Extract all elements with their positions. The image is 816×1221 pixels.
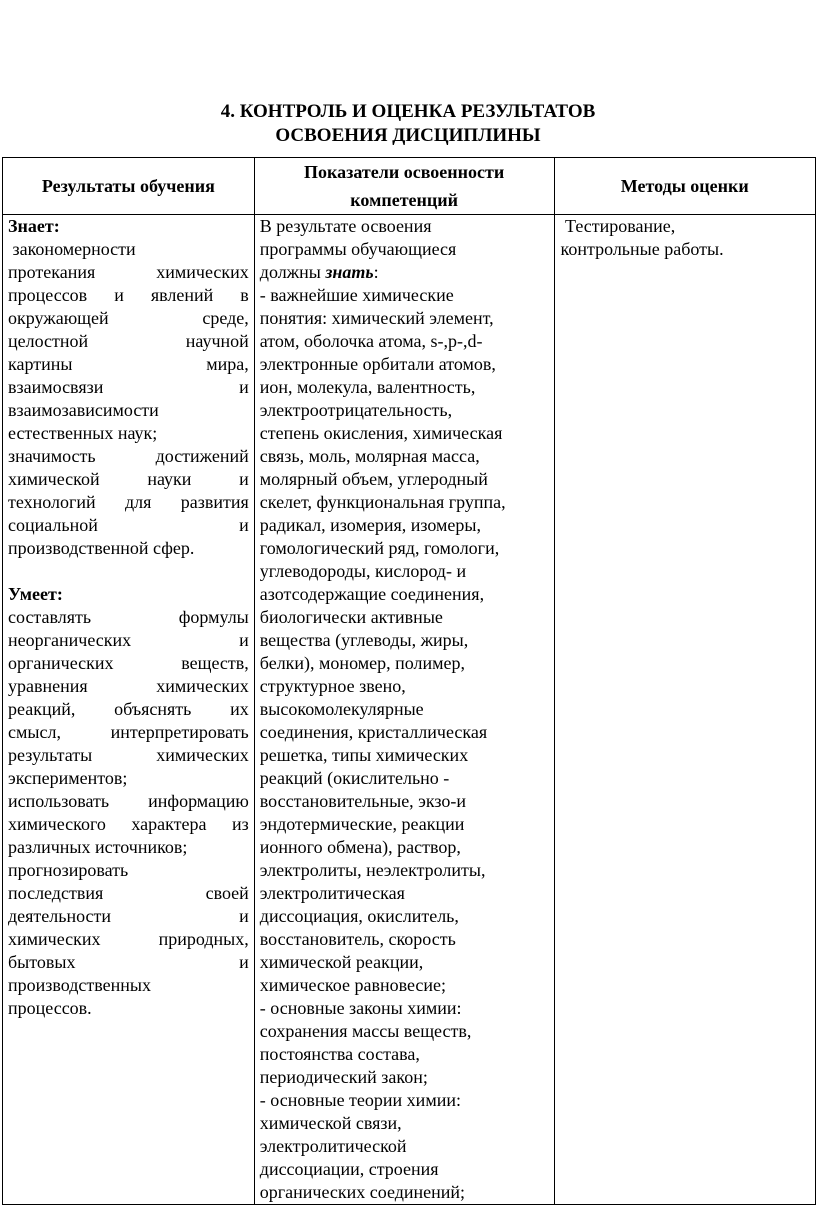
knows-line: целостной научной <box>8 331 249 351</box>
concepts-list <box>260 284 550 1204</box>
header-competence-line-1: Показатели освоенности <box>304 162 505 182</box>
concept-line: радикал, изомерия, изомеры, <box>259 515 482 535</box>
can-line: неорганических и <box>8 630 249 650</box>
can-line: органических веществ, <box>8 653 249 673</box>
concept-line: понятия: химический элемент, <box>259 308 494 328</box>
can-line: уравнения химических <box>8 676 249 696</box>
concept-line: степень окисления, химическая <box>259 423 503 443</box>
concept-line: соединения, кристаллическая <box>259 722 488 742</box>
concept-line: химическое равновесие; <box>259 975 447 995</box>
assessment-methods-cell <box>554 215 815 1205</box>
learning-results-cell <box>3 215 255 1205</box>
concept-line: - основные теории химии: <box>259 1090 461 1110</box>
can-text <box>8 606 249 1020</box>
section-heading <box>0 100 816 148</box>
can-line: прогнозировать <box>8 860 129 880</box>
knows-line: окружающей среде, <box>8 308 249 328</box>
knows-text <box>8 238 249 560</box>
concept-line: атом, оболочка атома, s-,p-,d- <box>259 331 483 351</box>
concept-line: сохранения массы веществ, <box>259 1021 472 1041</box>
header-assessment-methods: Методы оценки <box>554 158 815 215</box>
can-line: результаты химических <box>8 745 249 765</box>
can-line: реакций, объяснять их <box>8 699 249 719</box>
concept-line: скелет, функциональная группа, <box>259 492 506 512</box>
knows-line: процессов и явлений в <box>8 285 249 305</box>
concept-line: ионного обмена), раствор, <box>259 837 461 857</box>
concept-line: диссоциации, строения <box>259 1159 439 1179</box>
concept-line: диссоциация, окислитель, <box>259 906 459 926</box>
concept-line: реакций (окислительно - <box>259 768 450 788</box>
can-line: экспериментов; <box>8 768 128 788</box>
concept-line: вещества (углеводы, жиры, <box>259 630 469 650</box>
section-heading-line-1: 4. КОНТРОЛЬ И ОЦЕНКА РЕЗУЛЬТАТОВ <box>220 101 596 122</box>
concept-line: электроотрицательность, <box>259 400 453 420</box>
concept-line: ион, молекула, валентность, <box>259 377 476 397</box>
concept-line: восстановитель, скорость <box>259 929 456 949</box>
knows-line: значимость достижений <box>8 446 249 466</box>
knows-line: картины мира, <box>8 354 249 374</box>
intro-line: должны знать: <box>259 262 379 282</box>
concept-line: электролитическая <box>259 883 405 903</box>
can-line: составлять формулы <box>8 607 249 627</box>
can-line: деятельности и <box>8 906 249 926</box>
can-label: Умеет: <box>8 584 63 604</box>
can-line: смысл, интерпретировать <box>8 722 249 742</box>
can-line: бытовых и <box>8 952 249 972</box>
concept-line: постоянства состава, <box>259 1044 420 1064</box>
concept-line: углеводороды, кислород- и <box>259 561 467 581</box>
concept-line: периодический закон; <box>259 1067 428 1087</box>
can-line: последствия своей <box>8 883 249 903</box>
concept-line: химической реакции, <box>259 952 424 972</box>
intro-line: В результате освоения <box>259 216 432 236</box>
concept-line: электронные орбитали атомов, <box>259 354 496 374</box>
intro-line: программы обучающиеся <box>259 239 457 259</box>
knows-line: взаимосвязи и <box>8 377 249 397</box>
section-heading-line-2: ОСВОЕНИЯ ДИСЦИПЛИНЫ <box>275 125 541 146</box>
concept-line: химической связи, <box>259 1113 402 1133</box>
assessment-table <box>2 157 816 1205</box>
concept-line: связь, моль, молярная масса, <box>259 446 480 466</box>
concept-line: электролитической <box>259 1136 407 1156</box>
can-line: различных источников; <box>8 837 188 857</box>
table-row <box>3 215 816 1205</box>
knows-label: Знает: <box>8 216 60 236</box>
can-line: процессов. <box>8 998 92 1018</box>
knows-line: закономерности <box>8 239 136 259</box>
knows-line: химической науки и <box>8 469 249 489</box>
competence-indicators-cell <box>254 215 554 1205</box>
concept-line: структурное звено, <box>259 676 406 696</box>
can-line: производственных <box>8 975 151 995</box>
table-header-row <box>3 158 816 215</box>
concept-line: молярный объем, углеродный <box>259 469 488 489</box>
concept-line: органических соединений; <box>259 1182 466 1202</box>
concept-line: восстановительные, экзо-и <box>259 791 467 811</box>
concept-line: электролиты, неэлектролиты, <box>259 860 486 880</box>
concept-line: - важнейшие химические <box>259 285 454 305</box>
knows-line: технологий для развития <box>8 492 249 512</box>
concept-line: гомологический ряд, гомологи, <box>259 538 500 558</box>
concept-line: эндотермические, реакции <box>259 814 465 834</box>
concept-line: азотсодержащие соединения, <box>259 584 485 604</box>
header-learning-results: Результаты обучения <box>3 158 255 215</box>
can-line: химических природных, <box>8 929 249 949</box>
method-tests: контрольные работы. <box>560 239 724 259</box>
header-competence-indicators <box>254 158 554 215</box>
concept-line: высокомолекулярные <box>259 699 424 719</box>
can-line: химического характера из <box>8 814 249 834</box>
knows-line: естественных наук; <box>8 423 158 443</box>
header-competence-line-2: компетенций <box>350 190 459 210</box>
emphasis-know: знать <box>325 262 374 282</box>
knows-line: производственной сфер. <box>8 538 195 558</box>
concept-line: биологически активные <box>259 607 443 627</box>
knows-line: взаимозависимости <box>8 400 159 420</box>
method-testing: Тестирование, <box>560 216 676 236</box>
concept-line: - основные законы химии: <box>259 998 462 1018</box>
concept-line: решетка, типы химических <box>259 745 469 765</box>
can-line: использовать информацию <box>8 791 249 811</box>
concept-line: белки), мономер, полимер, <box>259 653 465 673</box>
knows-line: протекания химических <box>8 262 249 282</box>
knows-line: социальной и <box>8 515 249 535</box>
